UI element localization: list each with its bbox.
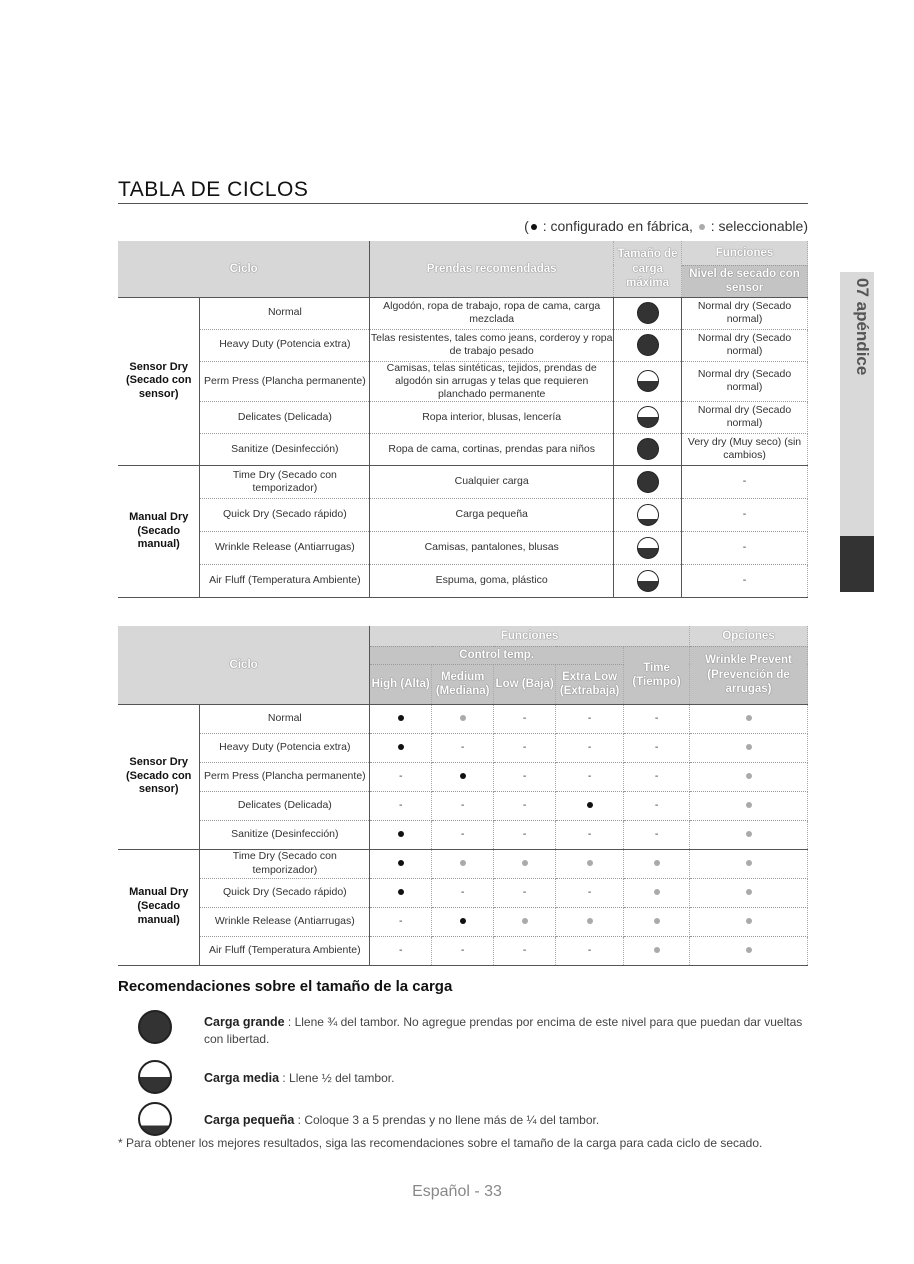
option-cell: -	[556, 762, 624, 791]
cycle-name: Quick Dry (Secado rápido)	[200, 498, 370, 531]
load-size	[614, 564, 682, 597]
selectable-dot-icon	[746, 802, 752, 808]
option-cell	[432, 849, 494, 878]
small-load-icon	[138, 1102, 172, 1136]
cycle-name: Heavy Duty (Potencia extra)	[200, 733, 370, 762]
factory-dot-icon	[398, 831, 404, 837]
side-tab	[840, 272, 874, 592]
option-cell	[370, 704, 432, 733]
option-cell: -	[494, 791, 556, 820]
option-cell	[370, 878, 432, 907]
selectable-dot-icon	[746, 860, 752, 866]
table-row	[118, 297, 808, 329]
recommended-clothes: Ropa interior, blusas, lencería	[370, 401, 614, 433]
table-row	[118, 531, 808, 564]
option-cell	[690, 704, 808, 733]
option-cell	[624, 936, 690, 965]
recommended-clothes: Carga pequeña	[370, 498, 614, 531]
recommended-clothes: Espuma, goma, plástico	[370, 564, 614, 597]
recommended-clothes: Telas resistentes, tales como jeans, corderoy y ropa de trabajo pesado	[370, 329, 614, 361]
factory-dot-icon	[531, 224, 537, 230]
group-label: Sensor Dry (Secado con sensor)	[118, 704, 200, 849]
medium-load-icon	[637, 406, 659, 428]
option-cell: -	[494, 820, 556, 849]
option-cell: -	[624, 733, 690, 762]
cycle-name: Perm Press (Plancha permanente)	[200, 762, 370, 791]
option-cell: -	[624, 704, 690, 733]
option-cell: -	[432, 878, 494, 907]
option-cell	[624, 878, 690, 907]
option-cell: -	[494, 936, 556, 965]
load-size	[614, 433, 682, 465]
recommended-clothes: Camisas, pantalones, blusas	[370, 531, 614, 564]
dry-level: Very dry (Muy seco) (sin cambios)	[682, 433, 808, 465]
group-label: Sensor Dry (Secado con sensor)	[118, 297, 200, 465]
load-size	[614, 465, 682, 498]
large-load-icon	[637, 334, 659, 356]
factory-dot-icon	[460, 773, 466, 779]
table-row	[118, 401, 808, 433]
rec-small-text: : Coloque 3 a 5 prendas y no llene más de ¼ del tambor.	[294, 1113, 600, 1127]
selectable-dot-icon	[654, 889, 660, 895]
recommended-clothes: Algodón, ropa de trabajo, ropa de cama, carga mezclada	[370, 297, 614, 329]
option-cell: -	[370, 762, 432, 791]
page-number: Español - 33	[412, 1183, 502, 1200]
cycle-name: Time Dry (Secado con temporizador)	[200, 465, 370, 498]
group-label: Manual Dry (Secado manual)	[118, 465, 200, 597]
page-title: TABLA DE CICLOS	[118, 178, 309, 201]
footnote: * Para obtener los mejores resultados, siga las recomendaciones sobre el tamaño de la carga para cada ciclo de secado.	[118, 1136, 763, 1150]
option-cell: -	[624, 762, 690, 791]
option-cell: -	[494, 762, 556, 791]
load-size	[614, 498, 682, 531]
option-cell	[494, 849, 556, 878]
option-cell: -	[432, 936, 494, 965]
option-cell: -	[494, 878, 556, 907]
cycle-name: Time Dry (Secado con temporizador)	[200, 849, 370, 878]
header-low: Low (Baja)	[494, 664, 556, 704]
table-row	[118, 820, 808, 849]
legend	[524, 218, 808, 234]
option-cell	[690, 907, 808, 936]
cycle-name: Sanitize (Desinfección)	[200, 433, 370, 465]
table-row	[118, 791, 808, 820]
dry-level: Normal dry (Secado normal)	[682, 329, 808, 361]
legend-selectable-text: : seleccionable)	[706, 218, 808, 234]
option-cell: -	[494, 733, 556, 762]
selectable-dot-icon	[654, 918, 660, 924]
option-cell	[370, 820, 432, 849]
option-cell	[556, 849, 624, 878]
load-size	[614, 329, 682, 361]
recommended-clothes: Cualquier carga	[370, 465, 614, 498]
option-cell: -	[556, 936, 624, 965]
dry-level: -	[682, 564, 808, 597]
medium-load-icon	[637, 537, 659, 559]
header-high: High (Alta)	[370, 664, 432, 704]
header-control-temp: Control temp.	[370, 646, 624, 664]
selectable-dot-icon	[654, 860, 660, 866]
option-cell: -	[556, 820, 624, 849]
option-cell	[690, 849, 808, 878]
dry-level: Normal dry (Secado normal)	[682, 297, 808, 329]
selectable-dot-icon	[522, 918, 528, 924]
option-cell: -	[494, 704, 556, 733]
table-row	[118, 849, 808, 878]
large-load-icon	[637, 302, 659, 324]
rec-medium-label: Carga media	[204, 1071, 280, 1085]
legend-open: (	[524, 218, 529, 234]
option-cell: -	[432, 791, 494, 820]
option-cell	[624, 907, 690, 936]
cycle-name: Delicates (Delicada)	[200, 401, 370, 433]
header-nivel: Nivel de secado con sensor	[682, 265, 808, 297]
selectable-dot-icon	[746, 744, 752, 750]
dry-level: -	[682, 498, 808, 531]
cycle-name: Delicates (Delicada)	[200, 791, 370, 820]
table-row	[118, 936, 808, 965]
factory-dot-icon	[398, 860, 404, 866]
table-row	[118, 361, 808, 401]
cycle-name: Wrinkle Release (Antiarrugas)	[200, 531, 370, 564]
option-cell: -	[556, 878, 624, 907]
dry-level: -	[682, 465, 808, 498]
cycle-name: Normal	[200, 297, 370, 329]
option-cell	[690, 820, 808, 849]
cycle-name: Wrinkle Release (Antiarrugas)	[200, 907, 370, 936]
rec-medium-text: : Llene ½ del tambor.	[279, 1071, 395, 1085]
medium-load-icon	[138, 1060, 172, 1094]
header-prendas: Prendas recomendadas	[370, 241, 614, 297]
header-tamano: Tamaño de carga máxima	[614, 241, 682, 297]
cycle-table-1	[118, 241, 808, 598]
option-cell	[432, 704, 494, 733]
selectable-dot-icon	[746, 715, 752, 721]
header-ciclo-2: Ciclo	[118, 626, 370, 704]
selectable-dot-icon	[460, 860, 466, 866]
dry-level: Normal dry (Secado normal)	[682, 401, 808, 433]
option-cell	[690, 762, 808, 791]
header-time: Time (Tiempo)	[624, 646, 690, 704]
selectable-dot-icon	[699, 224, 705, 230]
option-cell: -	[624, 820, 690, 849]
side-tab-label: 07 apéndice	[853, 278, 872, 376]
table-row	[118, 733, 808, 762]
table-row	[118, 878, 808, 907]
selectable-dot-icon	[746, 773, 752, 779]
rec-large	[138, 1010, 838, 1054]
header-extralow: Extra Low (Extrabaja)	[556, 664, 624, 704]
recommended-clothes: Ropa de cama, cortinas, prendas para niños	[370, 433, 614, 465]
large-load-icon	[637, 438, 659, 460]
dry-level: Normal dry (Secado normal)	[682, 361, 808, 401]
rec-medium	[138, 1060, 838, 1100]
option-cell	[370, 733, 432, 762]
table-row	[118, 329, 808, 361]
option-cell	[494, 907, 556, 936]
option-cell	[690, 791, 808, 820]
option-cell	[690, 733, 808, 762]
option-cell: -	[370, 907, 432, 936]
table-row	[118, 433, 808, 465]
medium-load-icon	[637, 370, 659, 392]
recommended-clothes: Camisas, telas sintéticas, tejidos, prendas de algodón sin arrugas y telas que requieren planchado permanente	[370, 361, 614, 401]
selectable-dot-icon	[654, 947, 660, 953]
small-load-icon	[637, 504, 659, 526]
option-cell: -	[556, 733, 624, 762]
option-cell	[624, 849, 690, 878]
table-row	[118, 465, 808, 498]
load-size	[614, 297, 682, 329]
selectable-dot-icon	[746, 947, 752, 953]
table-row	[118, 498, 808, 531]
option-cell	[556, 791, 624, 820]
option-cell	[432, 907, 494, 936]
cycle-name: Sanitize (Desinfección)	[200, 820, 370, 849]
option-cell: -	[432, 820, 494, 849]
load-size	[614, 361, 682, 401]
option-cell: -	[624, 791, 690, 820]
option-cell	[432, 762, 494, 791]
factory-dot-icon	[460, 918, 466, 924]
table-row	[118, 762, 808, 791]
title-divider	[118, 203, 808, 204]
selectable-dot-icon	[460, 715, 466, 721]
option-cell: -	[370, 791, 432, 820]
header-funciones-2: Funciones	[370, 626, 690, 646]
option-cell	[370, 849, 432, 878]
selectable-dot-icon	[587, 860, 593, 866]
load-size	[614, 401, 682, 433]
cycle-table-2	[118, 626, 808, 966]
cycle-name: Air Fluff (Temperatura Ambiente)	[200, 936, 370, 965]
selectable-dot-icon	[746, 889, 752, 895]
selectable-dot-icon	[587, 918, 593, 924]
option-cell: -	[370, 936, 432, 965]
option-cell	[690, 878, 808, 907]
header-ciclo: Ciclo	[118, 241, 370, 297]
group-label: Manual Dry (Secado manual)	[118, 849, 200, 965]
option-cell: -	[556, 704, 624, 733]
cycle-name: Normal	[200, 704, 370, 733]
legend-factory-text: : configurado en fábrica,	[538, 218, 697, 234]
header-wrinkle: Wrinkle Prevent (Prevención de arrugas)	[690, 646, 808, 704]
option-cell	[690, 936, 808, 965]
cycle-name: Quick Dry (Secado rápido)	[200, 878, 370, 907]
header-medium: Medium (Mediana)	[432, 664, 494, 704]
cycle-name: Perm Press (Plancha permanente)	[200, 361, 370, 401]
table-row	[118, 564, 808, 597]
factory-dot-icon	[587, 802, 593, 808]
selectable-dot-icon	[522, 860, 528, 866]
cycle-name: Air Fluff (Temperatura Ambiente)	[200, 564, 370, 597]
header-opciones: Opciones	[690, 626, 808, 646]
table-row	[118, 907, 808, 936]
large-load-icon	[138, 1010, 172, 1044]
medium-load-icon	[637, 570, 659, 592]
header-funciones: Funciones	[682, 241, 808, 265]
load-size	[614, 531, 682, 564]
factory-dot-icon	[398, 889, 404, 895]
option-cell: -	[432, 733, 494, 762]
factory-dot-icon	[398, 715, 404, 721]
side-tab-marker	[840, 536, 874, 592]
option-cell	[556, 907, 624, 936]
selectable-dot-icon	[746, 831, 752, 837]
cycle-name: Heavy Duty (Potencia extra)	[200, 329, 370, 361]
recommendations-title: Recomendaciones sobre el tamaño de la carga	[118, 978, 453, 995]
table-row	[118, 704, 808, 733]
rec-large-text: : Llene ¾ del tambor. No agregue prendas por encima de este nivel para que puedan dar vueltas con libertad.	[204, 1015, 803, 1046]
rec-large-label: Carga grande	[204, 1015, 285, 1029]
dry-level: -	[682, 531, 808, 564]
large-load-icon	[637, 471, 659, 493]
rec-small-label: Carga pequeña	[204, 1113, 295, 1127]
factory-dot-icon	[398, 744, 404, 750]
selectable-dot-icon	[746, 918, 752, 924]
